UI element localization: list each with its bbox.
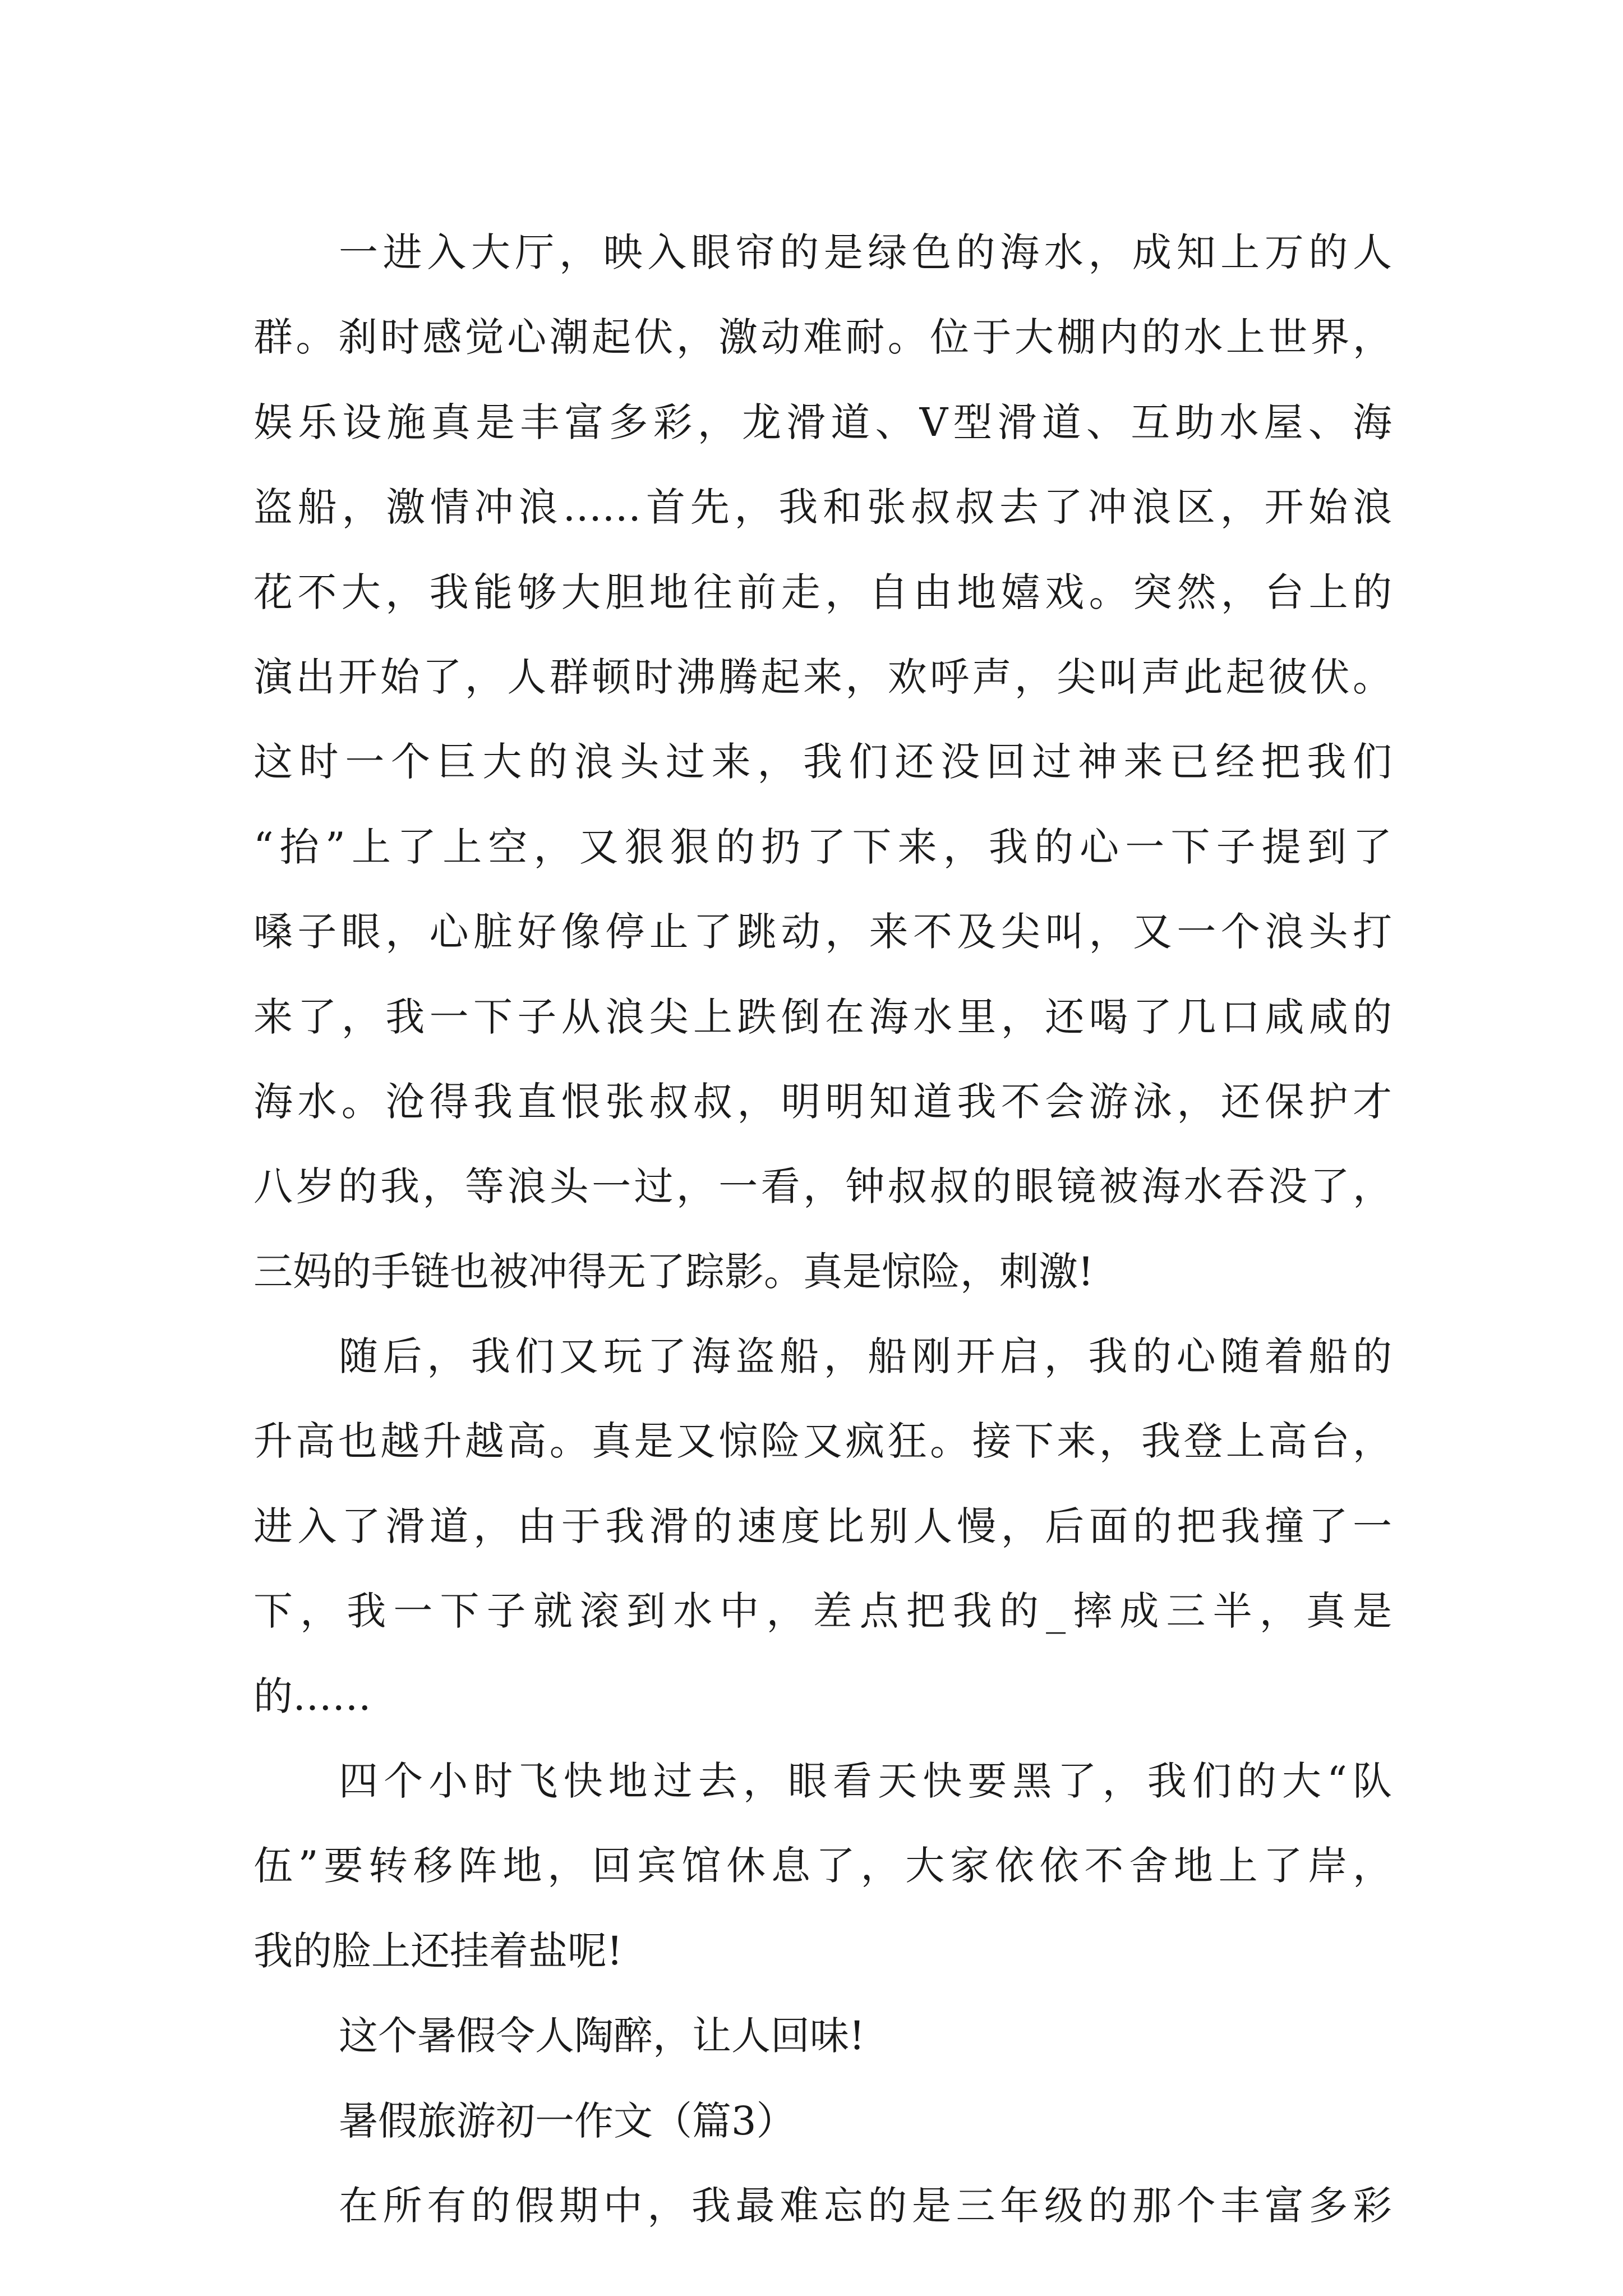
text-line: 伍”要转移阵地，回宾馆休息了，大家依依不舍地上了岸， xyxy=(253,1843,1392,1889)
text-line: 八岁的我，等浪头一过，一看，钟叔叔的眼镜被海水吞没了， xyxy=(253,1163,1392,1210)
text-line: 一进入大厅，映入眼帘的是绿色的海水，成知上万的人 xyxy=(339,229,1392,275)
text-line: 下，我一下子就滚到水中，差点把我的_摔成三半，真是 xyxy=(253,1588,1392,1635)
section-heading: 暑假旅游初一作文（篇3） xyxy=(339,2097,796,2144)
text-line: 在所有的假期中，我最难忘的是三年级的那个丰富多彩 xyxy=(339,2182,1392,2229)
text-line: 娱乐设施真是丰富多彩，龙滑道、V型滑道、互助水屋、海 xyxy=(253,399,1392,445)
body-text xyxy=(253,210,1392,2248)
text-line: 花不大，我能够大胆地往前走，自由地嬉戏。突然，台上的 xyxy=(253,569,1392,615)
text-line: 进入了滑道，由于我滑的速度比别人慢，后面的把我撞了一 xyxy=(253,1503,1392,1549)
text-line: 群。刹时感觉心潮起伏，激动难耐。位于大棚内的水上世界， xyxy=(253,314,1392,361)
text-line: 演出开始了，人群顿时沸腾起来，欢呼声，尖叫声此起彼伏。 xyxy=(253,654,1392,700)
text-line: 盗船，激情冲浪……首先，我和张叔叔去了冲浪区，开始浪 xyxy=(253,484,1392,531)
text-line: 这个暑假令人陶醉，让人回味! xyxy=(339,2013,865,2059)
text-line: 我的脸上还挂着盐呢! xyxy=(253,1927,623,1974)
text-line: 随后，我们又玩了海盗船，船刚开启，我的心随着船的 xyxy=(339,1333,1392,1380)
text-line: 四个小时飞快地过去，眼看天快要黑了，我们的大“队 xyxy=(339,1758,1392,1805)
text-line: 来了，我一下子从浪尖上跌倒在海水里，还喝了几口咸咸的 xyxy=(253,993,1392,1040)
text-line: 的…… xyxy=(253,1673,371,1719)
text-line: 这时一个巨大的浪头过来，我们还没回过神来已经把我们 xyxy=(253,739,1392,785)
text-line: 海水。沧得我直恨张叔叔，明明知道我不会游泳，还保护才 xyxy=(253,1078,1392,1125)
text-line: 三妈的手链也被冲得无了踪影。真是惊险，刺激! xyxy=(253,1248,1094,1295)
text-line: “抬”上了上空，又狠狠的扔了下来，我的心一下子提到了 xyxy=(253,823,1392,870)
text-line: 升高也越升越高。真是又惊险又疯狂。接下来，我登上高台， xyxy=(253,1418,1392,1465)
text-line: 嗓子眼，心脏好像停止了跳动，来不及尖叫，又一个浪头打 xyxy=(253,909,1392,955)
